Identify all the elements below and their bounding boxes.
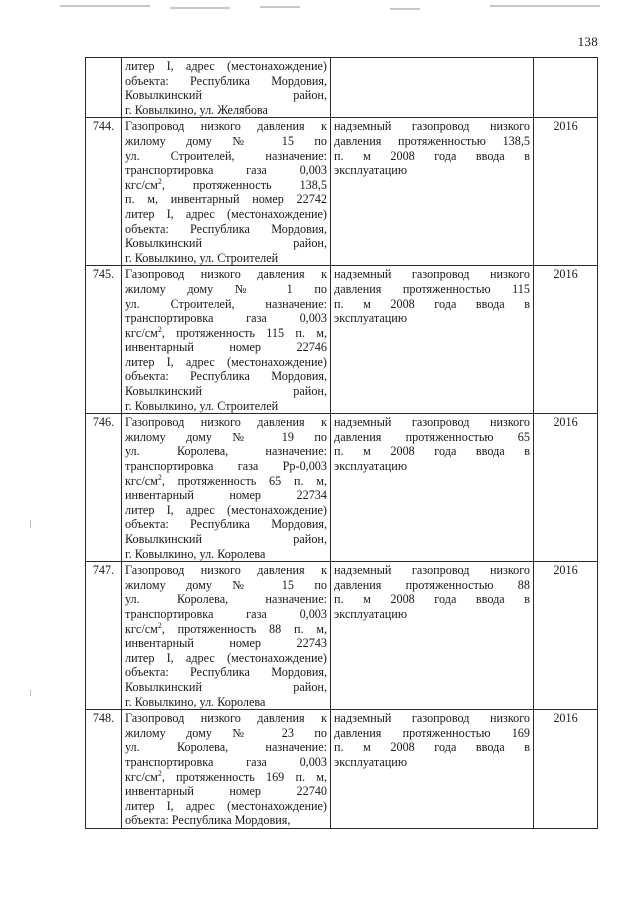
description-line: давления протяженностью 115	[334, 281, 530, 296]
description-line: п. м 2008 года ввода в	[334, 740, 530, 755]
object-line: Газопровод низкого давления к	[125, 563, 327, 578]
object-line: ул. Строителей, назначение:	[125, 296, 327, 311]
table-row	[86, 58, 598, 118]
row-number: 748.	[86, 710, 122, 829]
technical-characteristics	[331, 562, 534, 710]
page-number: 138	[577, 34, 598, 49]
object-line: г. Ковылкино, ул. Королева	[125, 694, 266, 709]
technical-characteristics	[331, 710, 534, 829]
year	[534, 58, 598, 118]
table-row	[86, 118, 598, 266]
object-line: литер I, адрес (местонахождение)	[125, 502, 327, 517]
description-line: эксплуатацию	[334, 163, 407, 178]
object-line: Газопровод низкого давления к	[125, 711, 327, 726]
description-line: п. м 2008 года ввода в	[334, 148, 530, 163]
margin-mark	[30, 520, 31, 528]
object-line: инвентарный номер 22740	[125, 784, 327, 799]
object-line: транспортировка газа 0,003	[125, 311, 327, 326]
object-description	[122, 710, 331, 829]
description-line: давления протяженностью 138,5	[334, 133, 530, 148]
row-number: 745.	[86, 266, 122, 414]
object-line: инвентарный номер 22746	[125, 340, 327, 355]
technical-characteristics	[331, 58, 534, 118]
object-line: инвентарный номер 22734	[125, 488, 327, 503]
object-line: объекта: Республика Мордовия,	[125, 517, 327, 532]
object-line: транспортировка газа 0,003	[125, 606, 327, 621]
description-line: эксплуатацию	[334, 754, 407, 769]
description-line: эксплуатацию	[334, 311, 407, 326]
object-line: ул. Королева, назначение:	[125, 592, 327, 607]
registry-body	[86, 58, 598, 829]
technical-characteristics	[331, 266, 534, 414]
year: 2016	[534, 710, 598, 829]
object-line: транспортировка газа 0,003	[125, 754, 327, 769]
description-line: давления протяженностью 169	[334, 725, 530, 740]
table-row	[86, 266, 598, 414]
object-line: кгс/$см^2$, протяженность 88 п. м,	[125, 620, 327, 636]
description-line: надземный газопровод низкого	[334, 119, 530, 134]
description-line: надземный газопровод низкого	[334, 563, 530, 578]
object-line: Ковылкинский район,	[125, 88, 327, 103]
object-description	[122, 562, 331, 710]
object-line: Ковылкинский район,	[125, 679, 327, 694]
object-line: кгс/$см^2$, протяженность 65 п. м,	[125, 472, 327, 488]
object-line: объекта: Республика Мордовия,	[125, 369, 327, 384]
description-line: надземный газопровод низкого	[334, 267, 530, 282]
object-line: жилому дому № 19 по	[125, 429, 327, 444]
description-line: эксплуатацию	[334, 606, 407, 621]
description-line: эксплуатацию	[334, 459, 407, 474]
object-line: г. Ковылкино, ул. Желябова	[125, 102, 268, 117]
year: 2016	[534, 118, 598, 266]
table-row	[86, 414, 598, 562]
row-number: 746.	[86, 414, 122, 562]
object-line: Ковылкинский район,	[125, 236, 327, 251]
object-line: ул. Строителей, назначение:	[125, 148, 327, 163]
object-line: литер I, адрес (местонахождение)	[125, 59, 327, 73]
object-line: жилому дому № 1 по	[125, 281, 327, 296]
object-line: литер I, адрес (местонахождение)	[125, 206, 327, 221]
object-line: жилому дому № 23 по	[125, 725, 327, 740]
object-line: литер I, адрес (местонахождение)	[125, 354, 327, 369]
object-line: кгс/$см^2$, протяженность 115 п. м,	[125, 324, 327, 340]
description-line: надземный газопровод низкого	[334, 415, 530, 430]
object-line: г. Ковылкино, ул. Строителей	[125, 398, 279, 413]
technical-characteristics	[331, 414, 534, 562]
object-line: объекта: Республика Мордовия,	[125, 221, 327, 236]
description-line: надземный газопровод низкого	[334, 711, 530, 726]
object-line: кгс/$см^2$, протяженность 169 п. м,	[125, 768, 327, 784]
description-line: п. м 2008 года ввода в	[334, 444, 530, 459]
property-registry-table	[85, 57, 598, 829]
table-row	[86, 710, 598, 829]
object-line: литер I, адрес (местонахождение)	[125, 798, 327, 813]
margin-mark	[30, 690, 31, 696]
scan-artifact-top	[60, 4, 600, 10]
object-line: г. Ковылкино, ул. Королева	[125, 546, 266, 561]
object-line: Ковылкинский район,	[125, 532, 327, 546]
row-number: 747.	[86, 562, 122, 710]
year: 2016	[534, 414, 598, 562]
row-number: 744.	[86, 118, 122, 266]
object-line: п. м, инвентарный номер 22742	[125, 192, 327, 207]
description-line: п. м 2008 года ввода в	[334, 592, 530, 607]
description-line: п. м 2008 года ввода в	[334, 296, 530, 311]
year: 2016	[534, 266, 598, 414]
description-line: давления протяженностью 88	[334, 577, 530, 592]
object-line: ул. Королева, назначение:	[125, 444, 327, 459]
object-line: Газопровод низкого давления к	[125, 119, 327, 134]
object-line: транспортировка газа Рр-0,003	[125, 459, 327, 474]
technical-characteristics	[331, 118, 534, 266]
object-line: объекта: Республика Мордовия,	[125, 665, 327, 680]
description-line: давления протяженностью 65	[334, 429, 530, 444]
object-line: транспортировка газа 0,003	[125, 163, 327, 178]
row-number	[86, 58, 122, 118]
object-line: жилому дому № 15 по	[125, 133, 327, 148]
object-line: литер I, адрес (местонахождение)	[125, 650, 327, 665]
object-description	[122, 118, 331, 266]
object-line: Ковылкинский район,	[125, 384, 327, 399]
object-line: объекта: Республика Мордовия,	[125, 813, 291, 828]
object-line: Газопровод низкого давления к	[125, 415, 327, 430]
object-line: инвентарный номер 22743	[125, 636, 327, 651]
object-line: объекта: Республика Мордовия,	[125, 73, 327, 88]
object-line: жилому дому № 15 по	[125, 577, 327, 592]
object-line: Газопровод низкого давления к	[125, 267, 327, 282]
object-description	[122, 58, 331, 118]
object-line: г. Ковылкино, ул. Строителей	[125, 250, 279, 265]
object-description	[122, 414, 331, 562]
year: 2016	[534, 562, 598, 710]
object-line: ул. Королева, назначение:	[125, 740, 327, 755]
table-row	[86, 562, 598, 710]
object-description	[122, 266, 331, 414]
object-line: кгс/$см^2$, протяженность 138,5	[125, 176, 327, 192]
